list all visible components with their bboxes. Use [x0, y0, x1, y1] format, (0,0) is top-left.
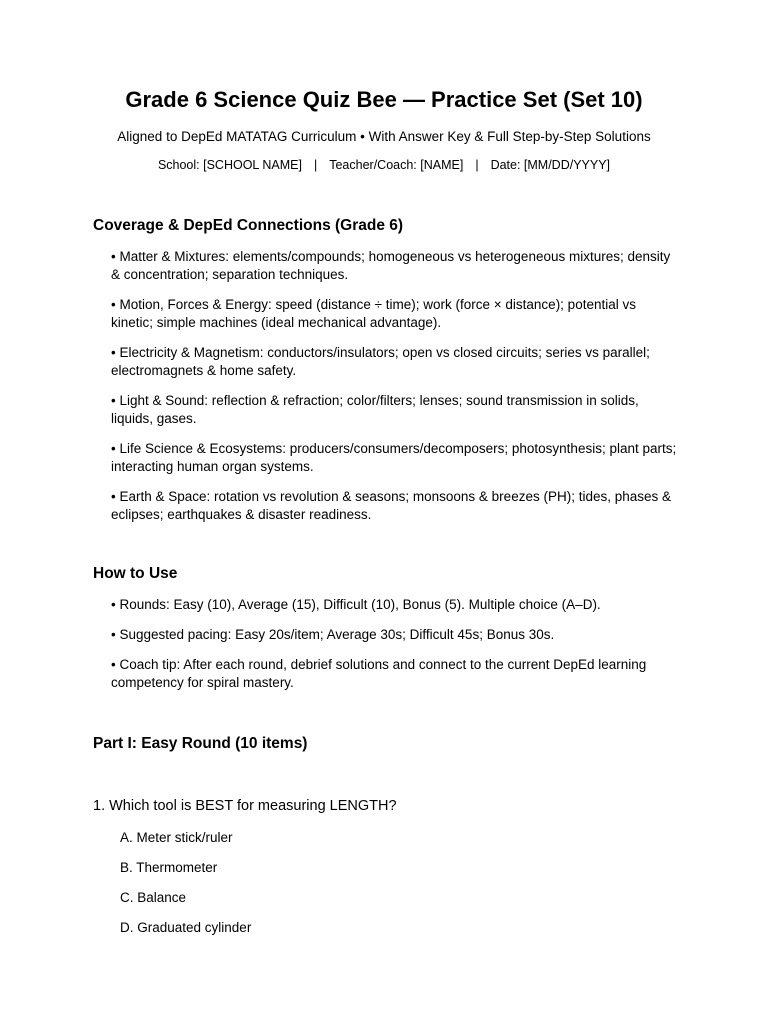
- coverage-item: • Life Science & Ecosystems: producers/consumers/decomposers; photosynthesis; plant parts; interacting human organ systems.: [111, 441, 677, 474]
- teacher-field: Teacher/Coach: [NAME]: [329, 158, 464, 172]
- question-1: 1. Which tool is BEST for measuring LENGTH?: [93, 798, 397, 814]
- how-to-use-heading: How to Use: [93, 565, 178, 582]
- coverage-item: • Earth & Space: rotation vs revolution & seasons; monsoons & breezes (PH); tides, phases & eclipses; earthquakes & disaster readiness.: [111, 489, 672, 522]
- how-to-use-list: [111, 596, 686, 704]
- page-subtitle: Aligned to DepEd MATATAG Curriculum • With Answer Key & Full Step-by-Step Solutions: [117, 129, 651, 144]
- coverage-item: • Matter & Mixtures: elements/compounds; homogeneous vs heterogeneous mixtures; density & concentration; separation techniques.: [111, 249, 671, 282]
- document-meta-line: [0, 157, 768, 173]
- coverage-item: • Light & Sound: reflection & refraction; color/filters; lenses; sound transmission in solids, liquids, gases.: [111, 393, 639, 426]
- question-1-options: [120, 829, 251, 949]
- how-to-use-item: • Suggested pacing: Easy 20s/item; Average 30s; Difficult 45s; Bonus 30s.: [111, 627, 555, 642]
- coverage-heading: Coverage & DepEd Connections (Grade 6): [93, 217, 404, 234]
- part1-heading: Part I: Easy Round (10 items): [93, 735, 308, 752]
- option-d: D. Graduated cylinder: [120, 920, 252, 935]
- meta-separator: |: [475, 158, 479, 172]
- option-c: C. Balance: [120, 890, 187, 905]
- how-to-use-item: • Rounds: Easy (10), Average (15), Difficult (10), Bonus (5). Multiple choice (A–D).: [111, 597, 601, 612]
- coverage-item: • Motion, Forces & Energy: speed (distance ÷ time); work (force × distance); potential vs kinetic; simple machines (ideal mechanical advantage).: [111, 297, 636, 330]
- option-b: B. Thermometer: [120, 860, 218, 875]
- coverage-list: [111, 248, 681, 536]
- option-a: A. Meter stick/ruler: [120, 830, 233, 845]
- meta-separator: |: [313, 158, 318, 172]
- date-field: Date: [MM/DD/YYYY]: [490, 158, 611, 172]
- how-to-use-item: • Coach tip: After each round, debrief solutions and connect to the current DepEd learning competency for spiral mastery.: [111, 657, 647, 690]
- school-field: School: [SCHOOL NAME]: [157, 158, 302, 172]
- page-title: Grade 6 Science Quiz Bee — Practice Set (Set 10): [125, 87, 643, 112]
- coverage-item: • Electricity & Magnetism: conductors/insulators; open vs closed circuits; series vs parallel; electromagnets & home safety.: [111, 345, 650, 378]
